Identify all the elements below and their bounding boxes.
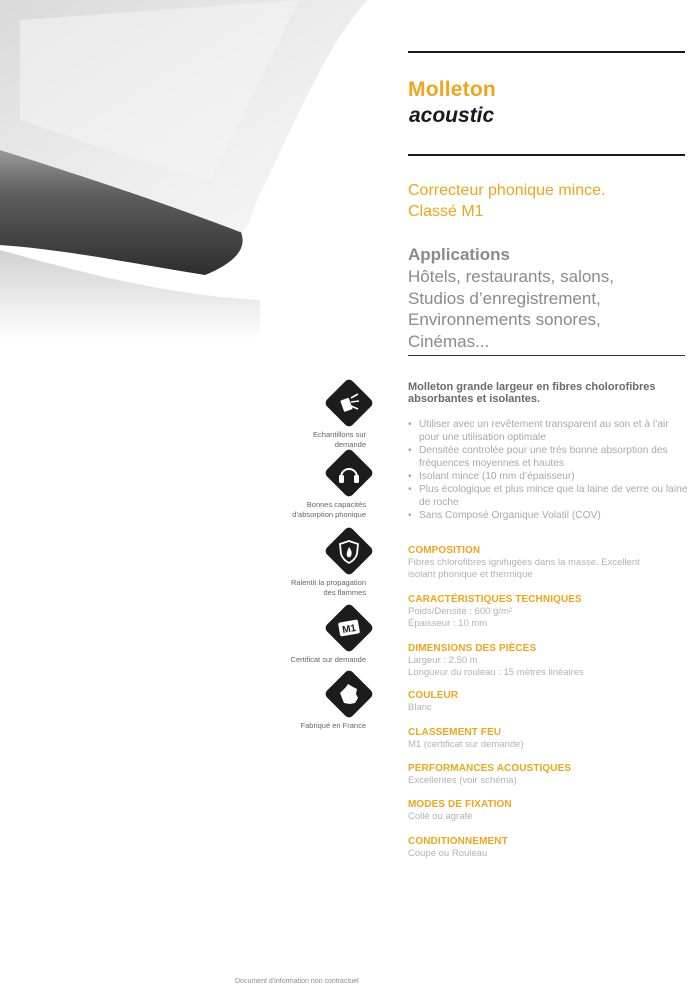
section-packaging bbox=[408, 836, 693, 860]
tagline-line: Classé M1 bbox=[408, 203, 484, 220]
section-specs bbox=[408, 594, 693, 629]
flame-shield-icon bbox=[331, 533, 367, 569]
section-fire-rating bbox=[408, 727, 693, 751]
top-rule bbox=[408, 51, 685, 53]
section-heading: COMPOSITION bbox=[408, 545, 481, 556]
section-heading: CLASSEMENT FEU bbox=[408, 727, 502, 738]
application-item: Studios d’enregistrement, bbox=[408, 288, 601, 308]
applications-heading: Applications bbox=[408, 245, 511, 264]
application-item: Hôtels, restaurants, salons, bbox=[408, 267, 614, 286]
product-title: Molleton bbox=[408, 78, 496, 101]
section-text: Épaisseur : 10 mm bbox=[408, 617, 488, 629]
feature-item: • Densitée controlée pour une très bonne absorption des fréquences moyennes et hautes bbox=[408, 444, 690, 470]
product-tagline bbox=[408, 180, 688, 222]
application-item: Environnements sonores, bbox=[408, 310, 601, 329]
feature-item: • Plus écologique et plus mince que la laine de verre ou laine de roche bbox=[408, 483, 690, 509]
feature-item: • Isolant mince (10 mm d’épaisseur) bbox=[408, 470, 690, 483]
icon-caption-line: Ralentit la propagation bbox=[290, 578, 366, 587]
feature-item: • Utiliser avec un revêtement transparent au son et à l’air pour une utilisation optimale bbox=[408, 418, 690, 444]
section-text: Coupé ou Rouleau bbox=[408, 848, 488, 859]
icon-caption-line: d’absorption phonique bbox=[292, 510, 366, 519]
footer-disclaimer: Document d’information non contractuel bbox=[235, 978, 359, 985]
section-heading: COULEUR bbox=[408, 690, 459, 701]
section-heading: CONDITIONNEMENT bbox=[408, 836, 508, 847]
application-item: Cinémas... bbox=[408, 331, 490, 351]
title-rule bbox=[408, 154, 685, 156]
section-text: Fibres chlorofibres ignifugées dans la masse. Excellent isolant phonique et thermique bbox=[408, 557, 640, 580]
icon-caption-line: Echantillons sur demande bbox=[313, 430, 366, 449]
section-text: M1 (certificat sur demande) bbox=[408, 739, 524, 750]
m1-certificate-icon bbox=[331, 610, 367, 646]
applications-list bbox=[408, 266, 693, 352]
section-dimensions bbox=[408, 643, 693, 678]
section-heading: CARACTÉRISTIQUES TECHNIQUES bbox=[408, 594, 582, 605]
icon-m1-certificate bbox=[290, 610, 400, 665]
section-acoustic-performance bbox=[408, 763, 693, 787]
m1-label: M1 bbox=[341, 622, 358, 637]
section-text: Blanc bbox=[408, 702, 432, 713]
icon-made-in-france bbox=[290, 676, 400, 731]
section-text: Poids/Densité : 600 g/m² bbox=[408, 606, 513, 617]
section-text: Excellentes (voir schéma) bbox=[408, 775, 517, 786]
icon-caption-line: Certificat sur demande bbox=[290, 655, 366, 664]
icon-flame-retardant bbox=[290, 533, 400, 598]
feature-item: • Sans Composé Organique Volatil (COV) bbox=[408, 509, 690, 522]
icon-caption-line: Bonnes capacités bbox=[306, 500, 366, 509]
section-text: Collé ou agrafé bbox=[408, 811, 473, 822]
icon-sound-absorption bbox=[290, 455, 400, 520]
product-subtitle: acoustic bbox=[409, 104, 495, 127]
section-fixing bbox=[408, 799, 693, 823]
icon-caption-line: des flammes bbox=[323, 588, 366, 597]
tagline-line: Correcteur phonique mince. bbox=[408, 182, 606, 199]
france-map-icon bbox=[331, 676, 367, 712]
applications-rule bbox=[408, 355, 685, 356]
feature-list bbox=[408, 418, 690, 522]
intro-text: Molleton grande largeur en fibres cholorofibres absorbantes et isolantes. bbox=[408, 381, 656, 405]
headphones-icon bbox=[331, 455, 367, 491]
icon-samples bbox=[290, 385, 400, 450]
section-heading: DIMENSIONS DES PIÈCES bbox=[408, 643, 537, 654]
section-text: Largeur : 2.50 m bbox=[408, 655, 478, 666]
section-color bbox=[408, 690, 693, 714]
icon-caption-line: Fabriqué en France bbox=[300, 721, 366, 730]
samples-icon bbox=[331, 385, 367, 421]
section-text: Longueur du rouleau : 15 mètres linéaires bbox=[408, 666, 584, 678]
felt-product-image bbox=[0, 0, 370, 340]
section-heading: MODES DE FIXATION bbox=[408, 799, 512, 810]
section-composition bbox=[408, 545, 693, 580]
section-heading: PERFORMANCES ACOUSTIQUES bbox=[408, 763, 572, 774]
